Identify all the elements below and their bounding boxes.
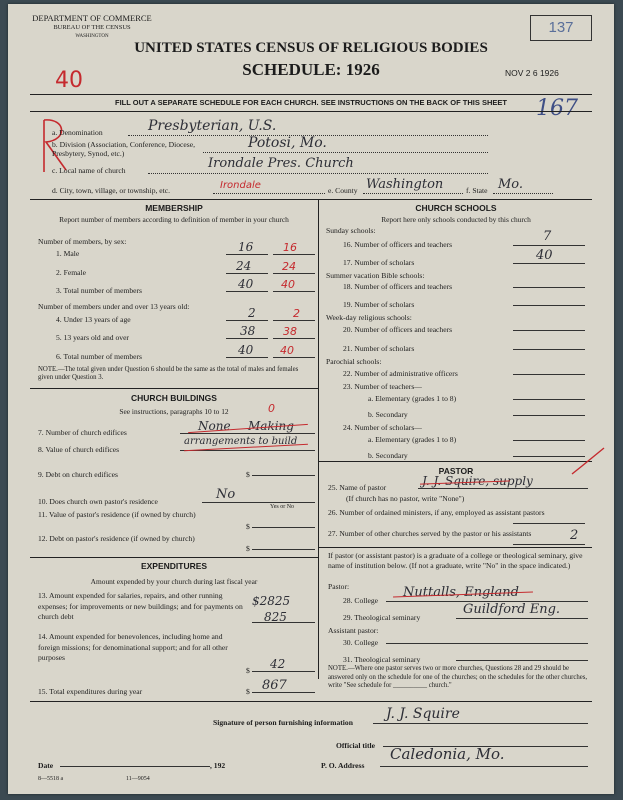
po-address-label: P. O. Address (321, 761, 365, 770)
q14-value: 42 (270, 657, 286, 671)
division-value: Potosi, Mo. (248, 135, 327, 151)
q6-value-b: 40 (280, 344, 294, 357)
q2-value-a: 24 (236, 259, 252, 273)
q10-label: 10. Does church own pastor's residence (38, 497, 158, 506)
q24b-label: b. Secondary (368, 451, 408, 460)
q19-label: 19. Number of scholars (343, 300, 415, 309)
graduate-note: If pastor (or assistant pastor) is a graduate of a college or theological seminary, give name of institution below. (If not a graduate, write "No" in the space indicated.) (328, 551, 583, 570)
membership-heading: MEMBERSHIP (145, 203, 203, 213)
q20-label: 20. Number of officers and teachers (343, 325, 453, 334)
stamp-number: 137 (530, 15, 592, 41)
q23b-label: b. Secondary (368, 410, 408, 419)
q3-value-b: 40 (281, 278, 295, 291)
yes-no-hint: Yes or No (270, 504, 295, 510)
q10-value: No (216, 487, 236, 502)
q4-label: 4. Under 13 years of age (56, 315, 131, 324)
q11-dollar: $ (246, 522, 250, 531)
q25-hint: (If church has no pastor, write "None") (346, 494, 465, 503)
q25-value: J. J. Squire, supply (422, 474, 533, 488)
q13-label: 13. Amount expended for salaries, repairs, and other running expenses; for improvements or new buildings; and for payments on church debt (38, 591, 243, 621)
date-label: Date (38, 761, 54, 770)
denomination-value: Presbyterian, U.S. (148, 118, 277, 134)
members-by-sex-label: Number of members, by sex: (38, 237, 127, 246)
q18-label: 18. Number of officers and teachers (343, 282, 453, 291)
city-name: WASHINGTON (75, 34, 109, 39)
q31-label: 31. Theological seminary (343, 655, 421, 664)
q23a-label: a. Elementary (grades 1 to 8) (368, 394, 457, 403)
q5-value-a: 38 (240, 324, 256, 338)
parochial-schools-label: Parochial schools: (326, 357, 382, 366)
q6-value-a: 40 (238, 343, 254, 357)
q27-value: 2 (570, 528, 579, 543)
q16-label: 16. Number of officers and teachers (343, 240, 453, 249)
q4-value-a: 2 (248, 306, 256, 320)
pastor-heading: PASTOR (438, 466, 474, 476)
q3-label: 3. Total number of members (56, 286, 143, 295)
q14-dollar: $ (246, 666, 250, 675)
denomination-label: a. Denomination (52, 128, 103, 137)
schedule-title: SCHEDULE: 1926 (242, 60, 380, 79)
q11-label: 11. Value of pastor's residence (if owned by church) (38, 510, 196, 519)
department-header (32, 14, 152, 41)
q5-label: 5. 13 years old and over (56, 333, 129, 342)
pastor-label: Pastor: (328, 582, 350, 591)
schools-subheading: Report here only schools conducted by this church (381, 215, 531, 224)
weekday-schools-label: Week-day religious schools: (326, 313, 412, 322)
city-label: d. City, town, village, or township, etc. (52, 186, 171, 195)
q8-value-a: arrangements to build (184, 436, 298, 447)
pastor-note: NOTE.—Where one pastor serves two or more churches, Questions 28 and 29 should be answered only on the schedule for one of the churches; on the schedules for the other churches, write "See schedule for __________ church." (328, 665, 588, 689)
q17-value: 40 (536, 248, 553, 263)
q6-label: 6. Total number of members (56, 352, 143, 361)
q3-value-a: 40 (238, 277, 254, 291)
q23-label: 23. Number of teachers— (343, 382, 422, 391)
q12-dollar: $ (246, 544, 250, 553)
assistant-pastor-label: Assistant pastor: (328, 626, 379, 635)
q7-value-a: None (198, 419, 231, 433)
q15-value: 867 (262, 678, 287, 693)
po-address-value: Caledonia, Mo. (390, 745, 505, 763)
sunday-schools-label: Sunday schools: (326, 226, 376, 235)
official-title-label: Official title (336, 741, 376, 750)
q22-label: 22. Number of administrative officers (343, 369, 458, 378)
division-label: b. Division (Association, Conference, Diocese, Presbytery, Synod, etc.) (52, 140, 195, 158)
q24a-label: a. Elementary (grades 1 to 8) (368, 435, 457, 444)
q1-label: 1. Male (56, 249, 80, 258)
state-value: Mo. (498, 177, 524, 192)
census-schedule-document (8, 4, 614, 794)
q27-label: 27. Number of other churches served by the pastor or his assistants (328, 529, 532, 538)
church-name-label: c. Local name of church (52, 166, 126, 175)
q7-red-value: 0 (268, 402, 275, 415)
county-value: Washington (366, 177, 444, 192)
q2-label: 2. Female (56, 268, 86, 277)
q12-label: 12. Debt on pastor's residence (if owned by church) (38, 534, 195, 543)
state-label: f. State (466, 186, 488, 195)
q28-value: Nuttalls, England (403, 585, 519, 600)
q7-label: 7. Number of church edifices (38, 428, 127, 437)
q4-value-b: 2 (293, 307, 300, 320)
red-tick-mark (568, 444, 608, 484)
q8-label: 8. Value of church edifices (38, 445, 120, 454)
bureau-name: BUREAU OF THE CENSUS (53, 24, 131, 31)
q9-dollar: $ (246, 470, 250, 479)
q25-label: 25. Name of pastor (328, 483, 387, 492)
expenditures-subheading: Amount expended by your church during last fiscal year (90, 577, 258, 586)
summer-schools-label: Summer vacation Bible schools: (326, 271, 425, 280)
q1-value-b: 16 (283, 241, 297, 254)
instruction-bar: FILL OUT A SEPARATE SCHEDULE FOR EACH CHURCH. SEE INSTRUCTIONS ON THE BACK OF THIS SHEET (30, 94, 592, 112)
q13-value-a: $2825 (252, 594, 291, 608)
dept-name: DEPARTMENT OF COMMERCE (32, 13, 152, 23)
schools-heading: CHURCH SCHOOLS (415, 203, 497, 213)
signature-label: Signature of person furnishing information (213, 718, 353, 727)
q7-value-b: Making (248, 419, 294, 433)
q2-value-b: 24 (282, 260, 296, 273)
print-number: 11—9054 (126, 776, 150, 782)
date-year: , 192 (210, 761, 226, 770)
red-number-annotation: 40 (55, 68, 83, 93)
q1-value-a: 16 (238, 240, 254, 254)
q5-value-b: 38 (283, 325, 297, 338)
received-date-stamp: NOV 2 6 1926 (505, 68, 559, 78)
church-name-value: Irondale Pres. Church (208, 156, 354, 171)
signature-value: J. J. Squire (386, 706, 460, 722)
blue-number-annotation: 167 (536, 96, 578, 121)
q17-label: 17. Number of scholars (343, 258, 415, 267)
city-value: Irondale (220, 180, 261, 191)
q24-label: 24. Number of scholars— (343, 423, 422, 432)
q29-label: 29. Theological seminary (343, 613, 421, 622)
membership-subheading: Report number of members according to definition of member in your church (59, 215, 289, 224)
form-title: UNITED STATES CENSUS OF RELIGIOUS BODIES (134, 40, 488, 56)
expenditures-heading: EXPENDITURES (140, 561, 208, 571)
q28-label: 28. College (343, 596, 379, 605)
membership-note: NOTE.—The total given under Question 6 should be the same as the total of males and females given under Question 3. (38, 366, 299, 381)
q26-label: 26. Number of ordained ministers, if any, employed as assistant pastors (328, 508, 545, 517)
buildings-heading: CHURCH BUILDINGS (131, 393, 217, 403)
buildings-subheading: See instructions, paragraphs 10 to 12 (119, 407, 229, 416)
q14-label: 14. Amount expended for benevolences, including home and foreign missions; for denominational support; and for all other purposes (38, 632, 228, 662)
members-by-age-label: Number of members under and over 13 years old: (38, 302, 190, 311)
q15-dollar: $ (246, 687, 250, 696)
q16-value: 7 (543, 229, 552, 244)
county-label: e. County (328, 186, 358, 195)
q30-label: 30. College (343, 638, 379, 647)
q29-value: Guildford Eng. (463, 602, 561, 617)
q13-value-b: 825 (264, 610, 287, 624)
q21-label: 21. Number of scholars (343, 344, 415, 353)
q9-label: 9. Debt on church edifices (38, 470, 118, 479)
form-number: 8—5518 a (38, 776, 64, 782)
q15-label: 15. Total expenditures during year (38, 687, 143, 696)
